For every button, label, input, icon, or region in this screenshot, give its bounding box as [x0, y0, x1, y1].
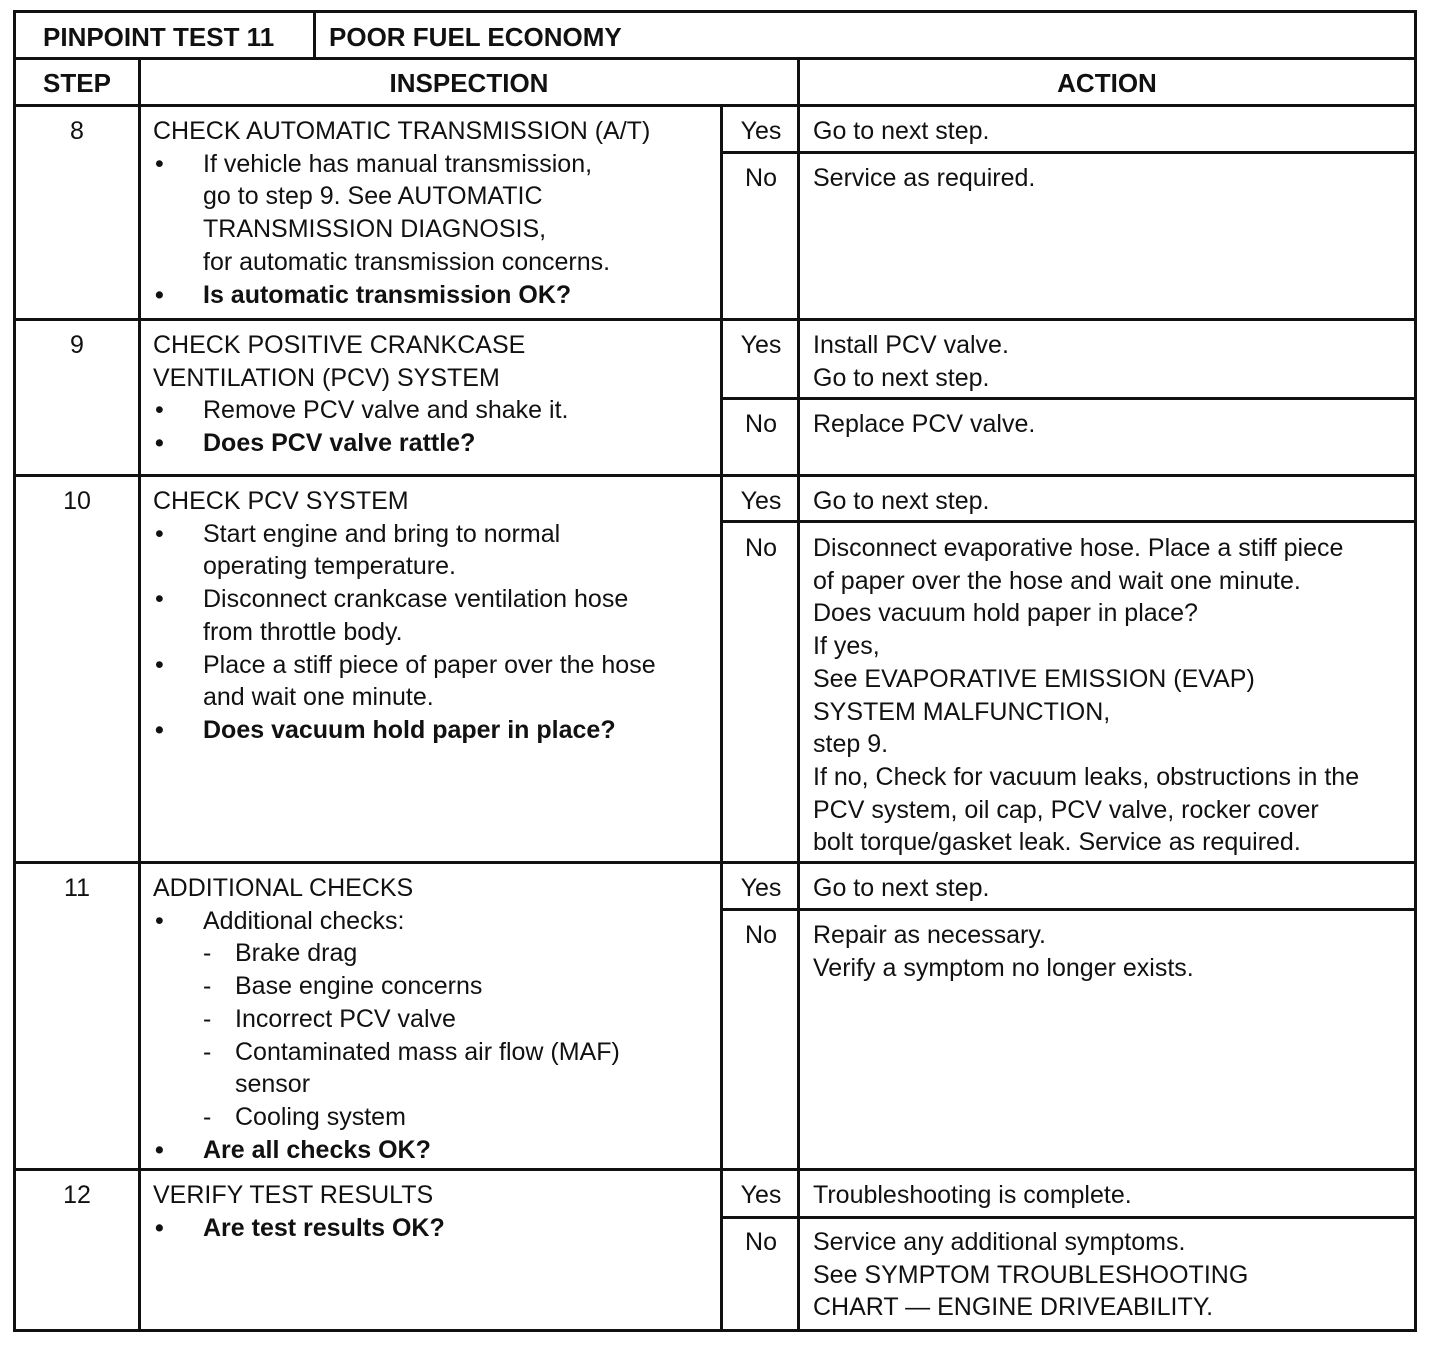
- action-line: PCV system, oil cap, PCV valve, rocker cover: [813, 795, 1319, 824]
- inspection-question: • Does vacuum hold paper in place?: [153, 714, 656, 747]
- no-label: No: [745, 164, 777, 192]
- action-line: SYSTEM MALFUNCTION,: [813, 697, 1111, 726]
- yes-label: Yes: [740, 1181, 782, 1209]
- action-line: Go to next step.: [813, 874, 990, 902]
- column-header-action: ACTION: [1057, 68, 1157, 98]
- step-number: 10: [63, 487, 91, 515]
- divider: [13, 318, 1417, 321]
- column-header-step: STEP: [43, 68, 111, 98]
- no-label: No: [745, 921, 777, 949]
- yes-label: Yes: [740, 874, 782, 902]
- inspection-question: • Are test results OK?: [153, 1212, 445, 1245]
- inspection-question: • Is automatic transmission OK?: [153, 279, 650, 312]
- inspection-heading: ADDITIONAL CHECKS: [153, 874, 414, 902]
- test-name: POOR FUEL ECONOMY: [329, 22, 622, 52]
- inspection-line: from throttle body.: [203, 617, 403, 646]
- action-line: Repair as necessary.: [813, 921, 1046, 949]
- step-number: 8: [70, 117, 84, 145]
- inspection-heading: VERIFY TEST RESULTS: [153, 1181, 434, 1209]
- yes-action: [813, 872, 990, 905]
- no-action: [813, 1226, 1248, 1324]
- yes-action: [813, 1179, 1132, 1212]
- column-header-inspection: INSPECTION: [389, 68, 549, 98]
- inspection-heading: CHECK AUTOMATIC TRANSMISSION (A/T): [153, 117, 651, 145]
- inspection-text: [153, 115, 650, 311]
- divider: [13, 57, 1417, 60]
- divider: [720, 520, 1417, 523]
- yes-action: [813, 329, 1009, 394]
- inspection-bullet: • Disconnect crankcase ventilation hose: [153, 583, 656, 616]
- divider: [138, 57, 141, 1332]
- step-number: 11: [64, 874, 90, 902]
- inspection-question: • Does PCV valve rattle?: [153, 427, 568, 460]
- no-label: No: [745, 534, 777, 562]
- inspection-heading: CHECK POSITIVE CRANKCASE: [153, 331, 526, 359]
- step-number: 12: [63, 1181, 91, 1209]
- action-line: Disconnect evaporative hose. Place a stiff piece: [813, 534, 1344, 562]
- action-line: Replace PCV valve.: [813, 410, 1036, 438]
- check-item: - Incorrect PCV valve: [153, 1003, 620, 1036]
- divider: [720, 908, 1417, 911]
- inspection-bullet: • Remove PCV valve and shake it.: [153, 394, 568, 427]
- action-line: Troubleshooting is complete.: [813, 1181, 1132, 1209]
- inspection-question: • Are all checks OK?: [153, 1134, 620, 1167]
- test-label: PINPOINT TEST 11: [43, 22, 275, 52]
- action-line: of paper over the hose and wait one minute.: [813, 566, 1301, 595]
- inspection-line: TRANSMISSION DIAGNOSIS,: [203, 215, 547, 244]
- check-item: - Base engine concerns: [153, 970, 620, 1003]
- divider: [313, 10, 316, 59]
- divider: [720, 397, 1417, 400]
- inspection-bullet: • Place a stiff piece of paper over the hose: [153, 649, 656, 682]
- action-line: Service any additional symptoms.: [813, 1228, 1186, 1256]
- action-line: step 9.: [813, 730, 889, 759]
- inspection-text: [153, 872, 620, 1166]
- check-item-continued: sensor: [235, 1070, 311, 1099]
- no-action: [813, 408, 1035, 441]
- inspection-bullet: • Additional checks:: [153, 905, 620, 938]
- action-line: Go to next step.: [813, 487, 990, 515]
- divider: [720, 1216, 1417, 1219]
- yes-label: Yes: [740, 117, 782, 145]
- no-action: [813, 919, 1194, 984]
- divider: [13, 1168, 1417, 1171]
- inspection-line: for automatic transmission concerns.: [203, 247, 611, 276]
- no-action: [813, 532, 1359, 859]
- check-item: - Brake drag: [153, 937, 620, 970]
- action-line: Go to next step.: [813, 363, 990, 392]
- inspection-line: operating temperature.: [203, 552, 456, 581]
- no-action: [813, 162, 1035, 195]
- inspection-bullet: • Start engine and bring to normal: [153, 518, 656, 551]
- inspection-text: [153, 1179, 445, 1244]
- action-line: CHART — ENGINE DRIVEABILITY.: [813, 1293, 1214, 1322]
- divider: [13, 104, 1417, 107]
- action-line: Go to next step.: [813, 117, 990, 145]
- action-line: See SYMPTOM TROUBLESHOOTING: [813, 1260, 1249, 1289]
- divider: [720, 104, 723, 1332]
- yes-action: [813, 115, 990, 148]
- check-item: - Cooling system: [153, 1101, 620, 1134]
- action-line: Does vacuum hold paper in place?: [813, 599, 1198, 628]
- action-line: If no, Check for vacuum leaks, obstructions in the: [813, 762, 1360, 791]
- action-line: If yes,: [813, 632, 880, 661]
- no-label: No: [745, 1228, 777, 1256]
- check-item: - Contaminated mass air flow (MAF): [153, 1036, 620, 1069]
- action-line: Service as required.: [813, 164, 1036, 192]
- inspection-heading: CHECK PCV SYSTEM: [153, 487, 409, 515]
- inspection-bullet: • If vehicle has manual transmission,: [153, 148, 650, 181]
- action-line: Verify a symptom no longer exists.: [813, 953, 1194, 982]
- divider: [797, 57, 800, 1332]
- action-line: bolt torque/gasket leak. Service as required.: [813, 828, 1301, 857]
- yes-label: Yes: [740, 487, 782, 515]
- divider: [720, 151, 1417, 154]
- no-label: No: [745, 410, 777, 438]
- inspection-text: [153, 329, 568, 460]
- inspection-line: go to step 9. See AUTOMATIC: [203, 182, 543, 211]
- inspection-heading: VENTILATION (PCV) SYSTEM: [153, 363, 500, 392]
- inspection-line: and wait one minute.: [203, 683, 434, 712]
- inspection-text: [153, 485, 656, 747]
- divider: [13, 474, 1417, 477]
- yes-label: Yes: [740, 331, 782, 359]
- action-line: Install PCV valve.: [813, 331, 1009, 359]
- step-number: 9: [70, 331, 84, 359]
- action-line: See EVAPORATIVE EMISSION (EVAP): [813, 664, 1255, 693]
- yes-action: [813, 485, 990, 518]
- divider: [13, 861, 1417, 864]
